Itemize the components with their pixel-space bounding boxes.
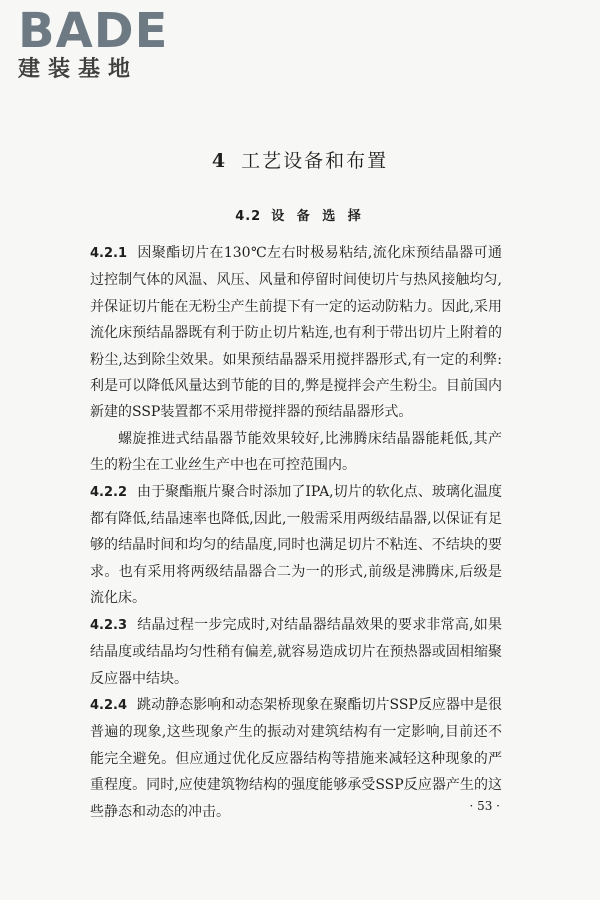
clause-number: 4.2.1 bbox=[90, 246, 128, 261]
clause-text: 因聚酯切片在130℃左右时极易粘结,流化床预结晶器可通过控制气体的风温、风压、风量和停留时间使切片与热风接触均匀,并保证切片能在无粉尘产生前提下有一定的运动防粘力。因此,采用流化床预结晶器既有利于防止切片粘连,也有利于带出切片上附着的粉尘,达到除尘效果。如果预结晶器采用搅拌器形式,有一定的利弊:利是可以降低风量达到节能的目的,弊是搅拌会产生粉尘。目前国内新建的SSP装置都不采用带搅拌器的预结晶器形式。 bbox=[90, 245, 502, 421]
section-title-text: 设 备 选 择 bbox=[271, 209, 365, 224]
logo-subtitle: 建装基地 bbox=[18, 57, 139, 82]
logo-wordmark: BADE bbox=[18, 3, 169, 59]
chapter-number: 4 bbox=[211, 150, 228, 172]
clause-number: 4.2.4 bbox=[90, 697, 128, 713]
clause-4-2-3 bbox=[90, 612, 502, 692]
body-text bbox=[90, 240, 502, 825]
clause-4-2-4 bbox=[90, 692, 502, 825]
clause-4-2-2 bbox=[90, 479, 502, 612]
clause-text: 结晶过程一步完成时,对结晶器结晶效果的要求非常高,如果结晶度或结晶均匀性稍有偏差,就容易造成切片在预热器或固相缩聚反应器中结块。 bbox=[90, 616, 502, 687]
page-number: · 53 · bbox=[469, 799, 500, 813]
clause-text: 螺旋推进式结晶器节能效果较好,比沸腾床结晶器能耗低,其产生的粉尘在工业丝生产中也在可控范围内。 bbox=[90, 430, 502, 474]
clause-4-2-1-extra bbox=[90, 426, 502, 479]
chapter-title bbox=[0, 148, 600, 174]
clause-number: 4.2.3 bbox=[90, 617, 128, 633]
clause-text: 跳动静态影响和动态架桥现象在聚酯切片SSP反应器中是很普遍的现象,这些现象产生的振动对建筑结构有一定影响,目前还不能完全避免。但应通过优化反应器结构等措施来减轻这种现象的严重程度。同时,应使建筑物结构的强度能够承受SSP反应器产生的这些静态和动态的冲击。 bbox=[90, 696, 502, 820]
section-number: 4.2 bbox=[235, 209, 262, 224]
chapter-title-text: 工艺设备和布置 bbox=[241, 150, 389, 172]
section-title bbox=[0, 207, 600, 227]
clause-4-2-1 bbox=[90, 240, 502, 426]
bade-logo bbox=[18, 3, 178, 84]
clause-text: 由于聚酯瓶片聚合时添加了IPA,切片的软化点、玻璃化温度都有降低,结晶速率也降低,因此,一般需采用两级结晶器,以保证有足够的结晶时间和均匀的结晶度,同时也满足切片不粘连、不结块的要求。也有采用将两级结晶器合二为一的形式,前级是沸腾床,后级是流化床。 bbox=[90, 483, 502, 607]
clause-number: 4.2.2 bbox=[90, 484, 128, 500]
